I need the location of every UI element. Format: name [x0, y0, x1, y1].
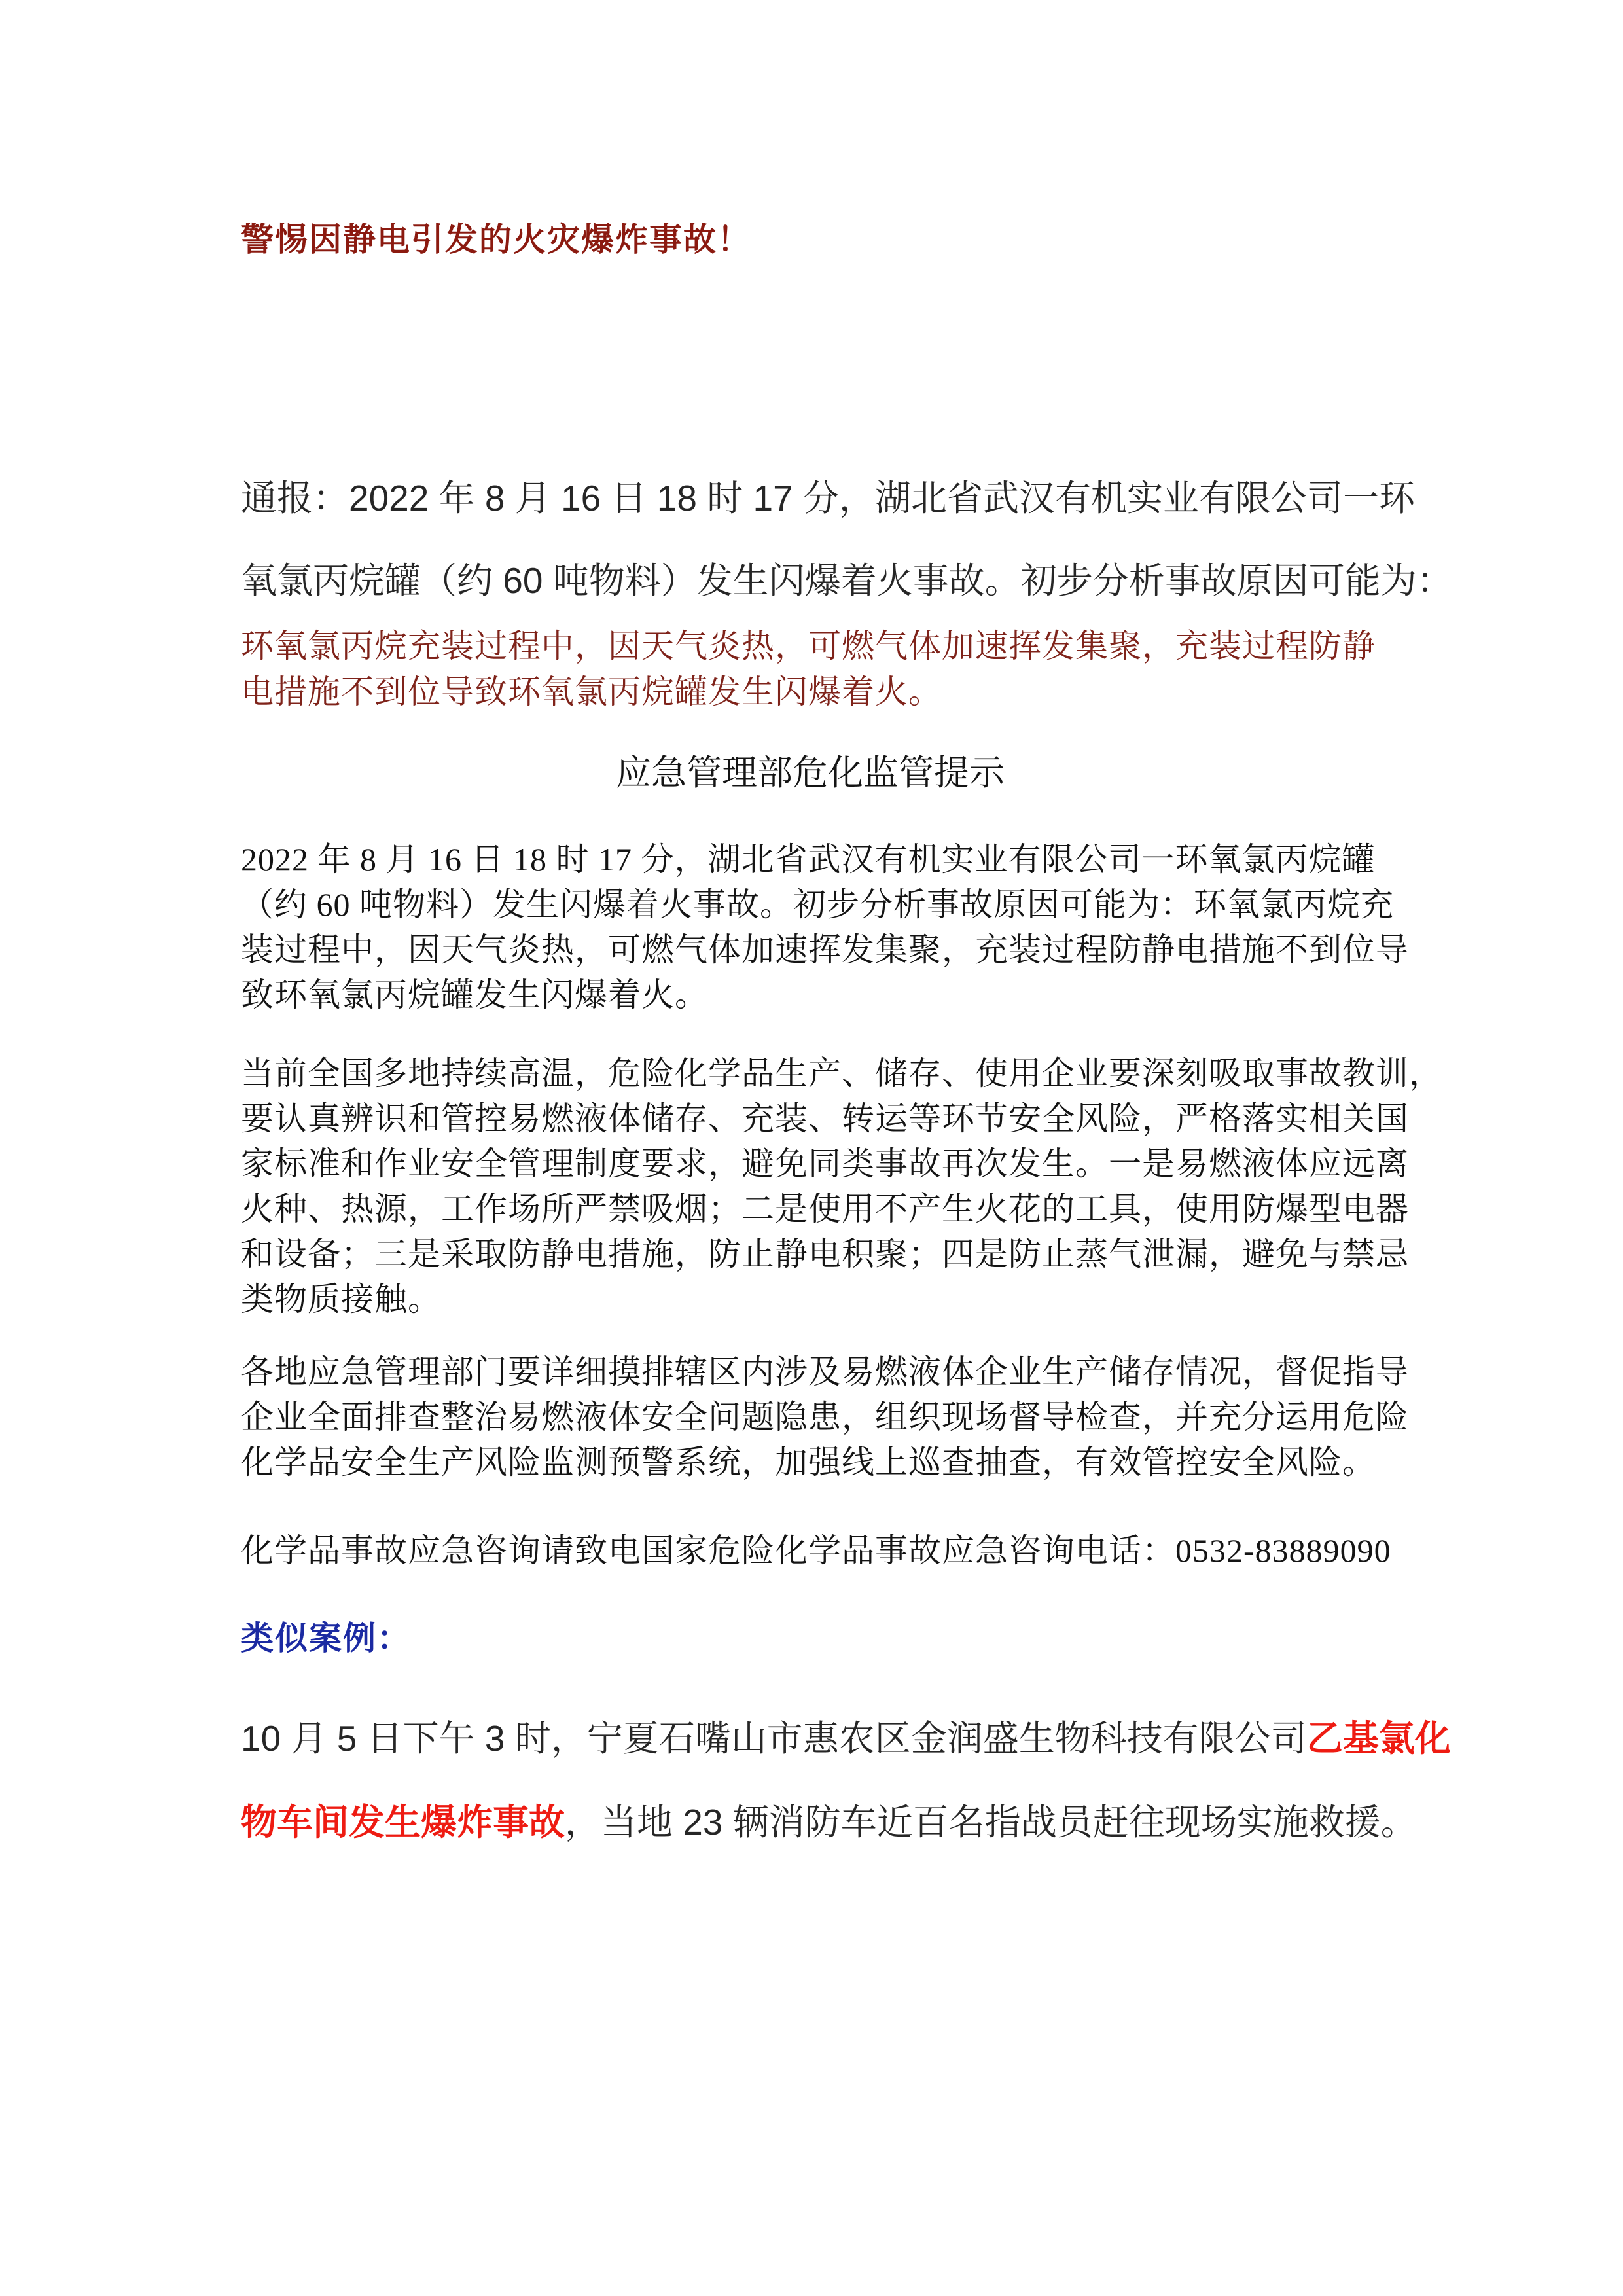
paragraph-line: （约 60 吨物料）发生闪爆着火事故。初步分析事故原因可能为：环氧氯丙烷充 — [241, 886, 1394, 923]
body-paragraph-1 — [241, 837, 1409, 1018]
case-text-black: 10 月 5 日下午 3 时，宁夏石嘴山市惠农区金润盛生物科技有限公司 — [241, 1718, 1307, 1759]
case-text-red: 乙基氯化 — [1306, 1718, 1451, 1759]
notice-paragraph — [241, 457, 1453, 622]
paragraph-line: 要认真辨识和管控易燃液体储存、充装、转运等环节安全风险，严格落实相关国 — [241, 1100, 1409, 1137]
paragraph-line: 各地应急管理部门要详细摸排辖区内涉及易燃液体企业生产储存情况，督促指导 — [241, 1354, 1409, 1390]
hotline-line: 化学品事故应急咨询请致电国家危险化学品事故应急咨询电话：0532-83889090 — [241, 1532, 1391, 1569]
similar-cases-heading: 类似案例： — [241, 1620, 411, 1657]
paragraph-line: 和设备；三是采取防静电措施，防止静电积聚；四是防止蒸气泄漏，避免与禁忌 — [241, 1236, 1409, 1272]
section-heading: 应急管理部危化监管提示 — [616, 753, 1005, 793]
cause-line: 电措施不到位导致环氧氯丙烷罐发生闪爆着火。 — [241, 673, 942, 710]
case-text-red: 物车间发生爆炸事故 — [241, 1802, 565, 1842]
notice-line: 氧氯丙烷罐（约 60 吨物料）发生闪爆着火事故。初步分析事故原因可能为： — [241, 560, 1453, 601]
case-line — [241, 1780, 1417, 1864]
cause-line: 环氧氯丙烷充装过程中，因天气炎热，可燃气体加速挥发集聚，充装过程防静 — [241, 628, 1376, 664]
paragraph-line: 致环氧氯丙烷罐发生闪爆着火。 — [241, 977, 708, 1013]
paragraph-line: 类物质接触。 — [241, 1281, 441, 1318]
hotline-paragraph — [241, 1528, 1391, 1573]
paragraph-line: 化学品安全生产风险监测预警系统，加强线上巡查抽查，有效管控安全风险。 — [241, 1444, 1376, 1480]
paragraph-line: 2022 年 8 月 16 日 18 时 17 分，湖北省武汉有机实业有限公司一环氧氯丙烷罐 — [241, 841, 1376, 878]
paragraph-line: 火种、热源，工作场所严禁吸烟；二是使用不产生火花的工具，使用防爆型电器 — [241, 1191, 1409, 1227]
document-title: 警惕因静电引发的火灾爆炸事故！ — [241, 221, 751, 258]
paragraph-line: 装过程中，因天气炎热，可燃气体加速挥发集聚，充装过程防静电措施不到位导 — [241, 931, 1409, 968]
cause-highlight-paragraph — [241, 623, 1380, 715]
body-paragraph-2 — [241, 1051, 1442, 1322]
paragraph-line: 家标准和作业安全管理制度要求，避免同类事故再次发生。一是易燃液体应远离 — [241, 1145, 1409, 1182]
case-text-black: ，当地 23 辆消防车近百名指战员赶往现场实施救援。 — [565, 1802, 1417, 1842]
body-paragraph-3 — [241, 1350, 1409, 1485]
notice-line: 通报：2022 年 8 月 16 日 18 时 17 分，湖北省武汉有机实业有限公司一环 — [241, 478, 1416, 518]
paragraph-line: 当前全国多地持续高温，危险化学品生产、储存、使用企业要深刻吸取事故教训， — [241, 1055, 1442, 1092]
paragraph-line: 企业全面排查整治易燃液体安全问题隐患，组织现场督导检查，并充分运用危险 — [241, 1399, 1409, 1435]
similar-case-paragraph — [241, 1696, 1451, 1864]
case-line — [241, 1696, 1451, 1780]
